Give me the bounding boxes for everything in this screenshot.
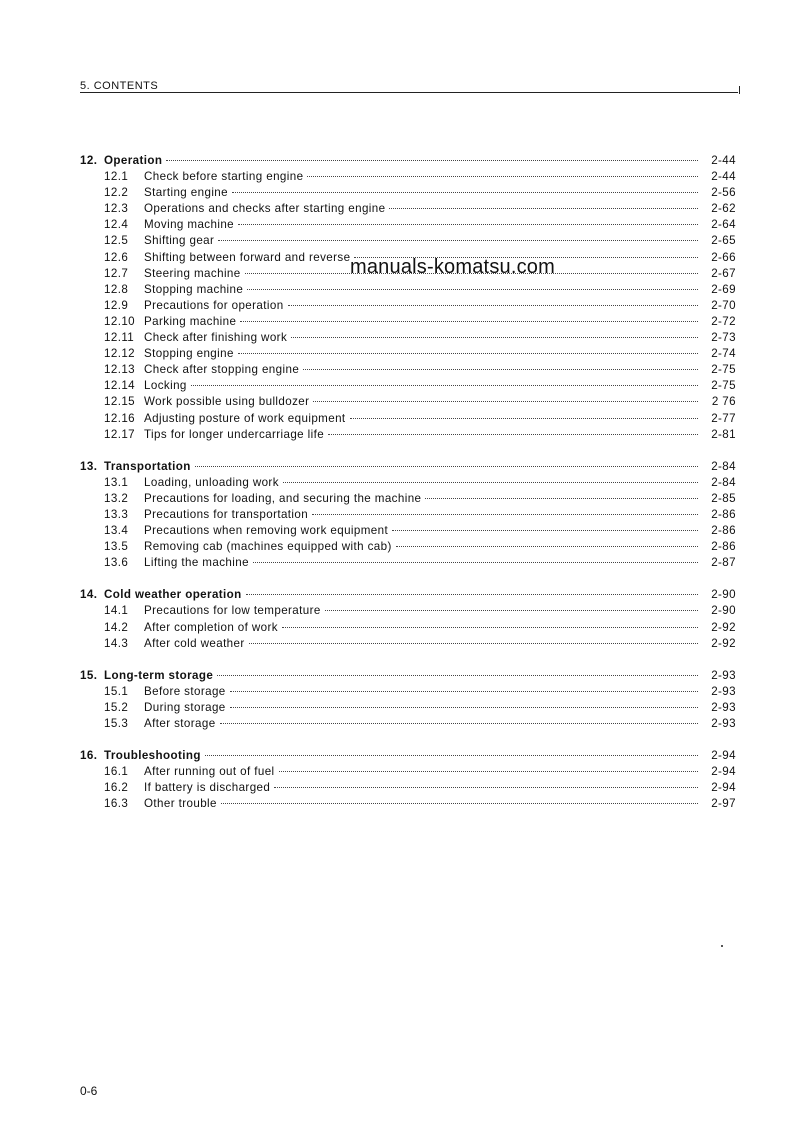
toc-section (80, 457, 736, 570)
toc-entry-page: 2-84 (711, 475, 736, 489)
toc-entry-number: 13.4 (104, 524, 129, 538)
toc-entry-number: 12.5 (104, 234, 129, 248)
toc-subentry (80, 794, 736, 810)
header-rule (80, 92, 738, 93)
toc-subentry (80, 714, 736, 730)
toc-entry-title: Removing cab (machines equipped with cab) (144, 540, 392, 554)
toc-entry-number: 13.1 (104, 475, 129, 489)
dot-leader (191, 373, 698, 386)
toc-entry-page: 2-74 (711, 347, 736, 361)
toc-entry-title: Operation (104, 154, 163, 167)
toc-entry-title: During storage (144, 700, 226, 714)
toc-entry-number: 14.2 (104, 620, 129, 634)
toc-entry-title: Precautions for low temperature (144, 604, 321, 618)
toc-entry-number: 12.11 (104, 331, 135, 345)
toc-entry-number: 12.16 (104, 411, 136, 425)
dot-leader (307, 164, 698, 177)
toc-entry-page: 2-93 (711, 700, 736, 714)
toc-entry-number: 12.9 (104, 298, 129, 312)
toc-entry-title: Precautions when removing work equipment (144, 524, 389, 538)
dot-leader (166, 148, 698, 161)
toc-entry-title: Shifting gear (144, 234, 215, 248)
toc-entry-number: 12.8 (104, 282, 129, 296)
toc-entry-title: Shifting between forward and reverse (144, 250, 351, 264)
toc-entry-title: Starting engine (144, 186, 228, 200)
dot-leader (218, 228, 698, 241)
toc-entry-page: 2-69 (711, 282, 736, 296)
dot-leader (282, 615, 698, 628)
dot-leader (232, 180, 698, 193)
page-number: 0-6 (80, 1084, 98, 1098)
toc-entry-page: 2-72 (711, 314, 736, 328)
toc-entry-title: Check after finishing work (144, 331, 288, 345)
toc-entry-number: 16.3 (104, 797, 129, 811)
toc-entry-title: If battery is discharged (144, 781, 271, 795)
toc-section (80, 666, 736, 730)
dot-leader (350, 406, 698, 419)
dot-leader (274, 775, 698, 788)
toc-entry-page: 2-90 (711, 588, 736, 602)
toc-section (80, 585, 736, 649)
toc-entry-title: Locking (144, 379, 187, 393)
dot-leader (389, 196, 698, 209)
toc-entry-number: 12.7 (104, 266, 129, 280)
dot-leader (312, 502, 698, 515)
dot-leader (220, 711, 698, 724)
table-of-contents (80, 151, 736, 826)
toc-entry-page: 2-93 (711, 717, 736, 730)
toc-entry-page: 2-75 (711, 379, 736, 393)
dot-leader (230, 695, 698, 708)
toc-entry-page: 2-75 (711, 363, 736, 377)
toc-entry-title: Loading, unloading work (144, 475, 279, 489)
toc-entry-number: 15. (80, 668, 98, 682)
toc-entry-number: 13.6 (104, 556, 129, 570)
toc-entry-page: 2-90 (711, 604, 736, 618)
toc-entry-title: After cold weather (144, 636, 245, 650)
toc-entry-number: 14. (80, 588, 98, 602)
toc-entry-number: 16.1 (104, 765, 129, 779)
toc-section (80, 746, 736, 810)
toc-entry-page: 2-77 (711, 411, 736, 425)
toc-entry-page: 2-94 (711, 781, 736, 795)
toc-entry-number: 13.3 (104, 507, 129, 521)
toc-entry-number: 14.1 (104, 604, 129, 618)
dot-leader (217, 663, 698, 676)
dot-leader (230, 679, 698, 692)
dot-leader (425, 486, 698, 499)
toc-entry-number: 12.14 (104, 379, 136, 393)
toc-entry-page: 2-65 (711, 234, 736, 248)
dot-leader (283, 470, 698, 483)
toc-entry-page: 2-44 (711, 154, 736, 167)
toc-entry-page: 2-86 (711, 524, 736, 538)
toc-entry-title: After storage (144, 717, 216, 730)
page-header-title: 5. CONTENTS (80, 80, 159, 92)
dot-leader (396, 534, 698, 547)
toc-entry-page: 2-84 (711, 459, 736, 473)
toc-entry-title: Troubleshooting (104, 749, 201, 763)
scan-speck (721, 945, 723, 947)
toc-subentry (80, 553, 736, 569)
toc-entry-title: After running out of fuel (144, 765, 275, 779)
toc-entry-number: 13. (80, 459, 98, 473)
toc-entry-title: Transportation (104, 459, 191, 473)
toc-entry-page: 2-93 (711, 684, 736, 698)
toc-entry-number: 14.3 (104, 636, 129, 650)
dot-leader (288, 293, 698, 306)
toc-entry-number: 12.1 (104, 170, 129, 184)
dot-leader (328, 422, 698, 435)
toc-entry-title: Check after stopping engine (144, 363, 300, 377)
toc-entry-title: Precautions for loading, and securing the machine (144, 491, 422, 505)
toc-entry-page: 2-44 (711, 170, 736, 184)
toc-subentry (80, 634, 736, 650)
toc-entry-page: 2-86 (711, 540, 736, 554)
toc-entry-page: 2-64 (711, 218, 736, 232)
dot-leader (279, 759, 698, 772)
toc-entry-page: 2-94 (711, 765, 736, 779)
toc-entry-page: 2-93 (711, 668, 736, 682)
toc-entry-page: 2-70 (711, 298, 736, 312)
toc-entry-title: Stopping machine (144, 282, 244, 296)
toc-entry-title: Stopping engine (144, 347, 234, 361)
dot-leader (253, 550, 698, 563)
dot-leader (238, 341, 698, 354)
toc-entry-title: Before storage (144, 684, 226, 698)
toc-entry-page: 2-67 (711, 266, 736, 280)
toc-entry-number: 16.2 (104, 781, 129, 795)
toc-entry-page: 2-92 (711, 636, 736, 650)
toc-entry-title: Long-term storage (104, 668, 214, 682)
toc-entry-title: Steering machine (144, 266, 241, 280)
toc-entry-number: 12. (80, 154, 98, 167)
dot-leader (205, 743, 698, 756)
toc-entry-number: 12.13 (104, 363, 136, 377)
toc-entry-page: 2-87 (711, 556, 736, 570)
toc-entry-page: 2 76 (711, 395, 736, 409)
dot-leader (303, 357, 698, 370)
dot-leader (195, 454, 698, 467)
dot-leader (325, 598, 698, 611)
toc-entry-title: Adjusting posture of work equipment (144, 411, 346, 425)
toc-entry-title: Precautions for transportation (144, 507, 309, 521)
toc-entry-title: Lifting the machine (144, 556, 249, 570)
toc-entry-page: 2-66 (711, 250, 736, 264)
toc-entry-title: After completion of work (144, 620, 278, 634)
dot-leader (249, 631, 698, 644)
toc-entry-number: 15.1 (104, 684, 129, 698)
dot-leader (313, 389, 698, 402)
header-rule-tick (739, 86, 740, 94)
dot-leader (221, 791, 698, 804)
toc-entry-title: Operations and checks after starting engine (144, 202, 386, 216)
toc-entry-title: Precautions for operation (144, 298, 284, 312)
toc-entry-page: 2-92 (711, 620, 736, 634)
dot-leader (240, 309, 698, 322)
dot-leader (238, 212, 698, 225)
toc-entry-number: 13.2 (104, 491, 129, 505)
toc-section (80, 151, 736, 441)
toc-entry-number: 12.3 (104, 202, 129, 216)
toc-subentry (80, 425, 736, 441)
toc-entry-title: Work possible using bulldozer (144, 395, 310, 409)
toc-entry-title: Other trouble (144, 797, 217, 811)
toc-entry-number: 12.4 (104, 218, 129, 232)
toc-entry-number: 12.15 (104, 395, 136, 409)
dot-leader (392, 518, 698, 531)
toc-entry-page: 2-81 (711, 427, 736, 441)
toc-entry-number: 16. (80, 749, 98, 763)
toc-entry-title: Tips for longer undercarriage life (144, 427, 325, 441)
dot-leader (291, 325, 698, 338)
toc-entry-page: 2-97 (711, 797, 736, 811)
toc-entry-title: Moving machine (144, 218, 235, 232)
toc-entry-page: 2-85 (711, 491, 736, 505)
toc-entry-title: Check before starting engine (144, 170, 304, 184)
toc-entry-page: 2-73 (711, 331, 736, 345)
toc-entry-page: 2-62 (711, 202, 736, 216)
toc-entry-title: Cold weather operation (104, 588, 242, 602)
toc-entry-number: 15.2 (104, 700, 129, 714)
toc-entry-number: 15.3 (104, 717, 129, 730)
toc-entry-number: 12.6 (104, 250, 129, 264)
toc-entry-number: 13.5 (104, 540, 129, 554)
toc-entry-page: 2-86 (711, 507, 736, 521)
dot-leader (246, 582, 698, 595)
toc-entry-number: 12.2 (104, 186, 129, 200)
toc-entry-number: 12.17 (104, 427, 136, 441)
toc-entry-page: 2-94 (711, 749, 736, 763)
watermark-text: manuals-komatsu.com (350, 256, 555, 278)
toc-entry-page: 2-56 (711, 186, 736, 200)
toc-entry-number: 12.10 (104, 314, 136, 328)
toc-entry-title: Parking machine (144, 314, 237, 328)
toc-entry-number: 12.12 (104, 347, 136, 361)
